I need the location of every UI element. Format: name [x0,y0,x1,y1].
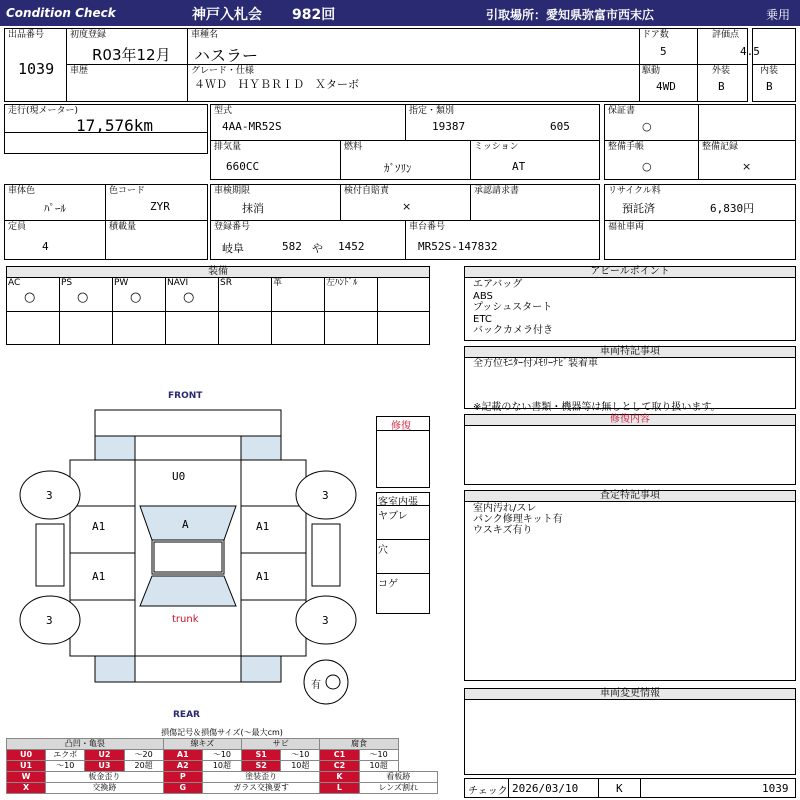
warranty-value: ○ [642,120,652,133]
plate-label: 登録番号 [214,222,251,232]
repair-box-title: 修復 [391,421,411,432]
legend-code: P [163,772,202,783]
pickup-location: 引取場所：愛知県弥富市西末広 [486,8,655,22]
first-reg-label: 初度登録 [70,30,107,40]
color-label: 車体色 [8,186,36,196]
insurance-label: 検付自賠責 [344,186,390,196]
mileage-label: 走行(現メーター) [8,106,79,116]
special-line: 全方位ﾓﾆﾀｰ付ﾒﾓﾘｰﾅﾋﾞ装着車 [473,358,598,369]
legend-group: サビ [242,739,320,750]
legend-desc: 10超 [359,761,398,772]
lot-number: 1039 [18,60,55,78]
check-mark: K [616,782,623,795]
legend-group: 線キズ [163,739,241,750]
equipment-label: PW [114,278,129,288]
chassis-value: MR52S-147832 [418,240,498,253]
fuel-label: 燃料 [344,142,363,152]
legend-group: 凸凹・亀裂 [7,739,164,750]
history-label: 車歴 [70,66,89,76]
maint-label: 整備手帳 [608,142,645,152]
legend-desc: 10超 [281,761,320,772]
legend-code: U3 [85,761,124,772]
model-value: 4AA-MR52S [222,120,282,133]
capacity-label: 定員 [8,222,27,232]
equipment-label: NAVI [167,278,189,288]
auction-round: 982回 [292,7,336,23]
capacity-value: 4 [42,240,49,253]
legend-desc: レンズ割れ [359,783,437,794]
insurance-value: × [402,200,412,213]
equipment-value: ○ [183,290,195,305]
equipment-label: AC [8,278,21,288]
chassis-label: 車台番号 [409,222,446,232]
grade-value: ４ＷＤ ＨＹＢＲＩＤ Ｘターボ [194,78,359,91]
change-title: 車両変更情報 [464,688,796,700]
legend-code: X [7,783,46,794]
legend-code: K [320,772,359,783]
score-value: 4.5 [740,45,760,58]
maint-rec-value: × [742,160,752,173]
color-code-label: 色コード [109,186,146,196]
exterior-value: B [718,80,725,93]
equipment-label: PS [61,278,73,288]
name-label: 車種名 [191,30,219,40]
legend-desc: エクボ [46,750,85,761]
doors-label: ドア数 [642,30,669,40]
tire-front-left: 3 [46,489,53,502]
equipment-value: ○ [130,290,142,305]
legend-code: C2 [320,761,359,772]
color-value: ﾊﾟｰﾙ [44,202,66,215]
plate-number: 582 [282,240,302,253]
appeal-line: ABS [473,290,493,302]
inspection-label: 車検期限 [214,186,251,196]
legend-code: A1 [163,750,202,761]
rear-label: REAR [173,710,200,720]
plate-area: 岐阜 [222,242,244,255]
equipment-label: 左ﾊﾝﾄﾞﾙ [326,278,358,288]
left-front-door-mark: A1 [92,520,106,533]
mileage-value: 17,576km [76,116,154,135]
check-label: チェック [468,786,508,797]
inspect-line: ウスキズ有り [473,525,533,536]
equipment-value: ○ [24,290,36,305]
displacement-value: 660CC [226,160,260,173]
grade-label: グレード・仕様 [191,66,255,76]
legend-group: 腐食 [320,739,398,750]
legend-code: S1 [242,750,281,761]
auction-name: 神戸入札会 [192,7,262,23]
check-date: 2026/03/10 [512,782,579,795]
legend-code: W [7,772,46,783]
tire-rear-right: 3 [322,614,329,627]
spare-tire-label: 有 [311,680,321,691]
drive-value: 4WD [656,80,676,93]
maint-value: ○ [642,160,652,173]
legend-desc: 看板跡 [359,772,437,783]
warranty-label: 保証書 [608,106,636,116]
legend-desc: ～10 [46,761,85,772]
drive-label: 駆動 [642,66,661,76]
repair-content-panel [464,425,796,485]
appeal-line: ETC [473,313,492,325]
inspect-line: パンク修理キット有 [473,514,563,525]
vehicle-category: 乗用 [766,8,791,22]
legend-desc: 10超 [202,761,241,772]
interior-box-title: 客室内張 [378,497,418,508]
appeal-title: アピールポイント [464,266,796,278]
lot-label: 出品番号 [8,30,45,40]
legend-desc: 塗装歪り [202,772,320,783]
left-rear-door-mark: A1 [92,570,106,583]
roof-mark: U0 [172,470,186,483]
recycle-label: リサイクル料 [608,186,661,196]
car-name: ハスラー [194,46,259,65]
welfare-label: 福祉車両 [608,222,645,232]
right-front-door-mark: A1 [256,520,270,533]
sheet-title: Condition Check [6,6,116,20]
front-label: FRONT [168,391,203,401]
appeal-line: バックカメラ付き [473,325,553,336]
special-panel [464,357,796,413]
appeal-panel [464,277,796,341]
legend-code: G [163,783,202,794]
spec-a-value: 19387 [432,120,466,133]
interior-row-tear: ヤブレ [378,511,408,522]
appeal-line: エアバッグ [473,279,523,290]
legend-code: S2 [242,761,281,772]
equipment-value: ○ [77,290,89,305]
legend-code: U0 [7,750,46,761]
doors-value: 5 [660,45,667,58]
equipment-title: 装備 [6,266,430,278]
change-panel [464,699,796,775]
appeal-line: プッシュスタート [473,302,553,313]
exterior-label: 外装 [712,66,731,76]
claim-label: 承認請求書 [474,186,520,196]
legend-code: C1 [320,750,359,761]
model-label: 型式 [214,106,233,116]
legend-desc: ～10 [202,750,241,761]
fuel-value: ｶﾞｿﾘﾝ [384,162,412,175]
first-reg-value: R03年12月 [92,46,171,64]
recycle-fee: 6,830円 [710,202,755,215]
score-label: 評価点 [712,30,740,40]
tire-front-right: 3 [322,489,329,502]
color-code-value: ZYR [150,200,170,213]
maint-rec-label: 整備記録 [702,142,739,152]
inspect-line: 室内汚れ/スレ [473,503,537,514]
inspect-panel [464,501,796,681]
trunk-label: trunk [172,614,199,625]
spec-label: 指定・類別 [409,106,455,116]
right-rear-door-mark: A1 [256,570,270,583]
spec-b-value: 605 [550,120,570,133]
recycle-status: 預託済 [622,202,655,215]
legend-desc: ～10 [359,750,398,761]
plate-kana: や [312,242,323,255]
legend-desc: 20超 [124,761,163,772]
legend-desc: ～10 [281,750,320,761]
legend-desc: 交換跡 [46,783,164,794]
tire-rear-left: 3 [46,614,53,627]
legend-desc: 板金歪り [46,772,164,783]
displacement-label: 排気量 [214,142,242,152]
mission-value: AT [512,160,526,173]
score-right-box [752,28,796,102]
mission-label: ミッション [474,142,519,152]
legend-code: U2 [85,750,124,761]
legend-code: A2 [163,761,202,772]
legend-code: L [320,783,359,794]
interior-row-hole: 穴 [378,545,388,556]
equipment-label: 革 [273,278,283,288]
repair-content-title: 修復内容 [464,414,796,426]
special-note: ※記載のない書類・機器等は無しとして取り扱います。 [473,402,721,413]
interior-label: 内装 [760,66,779,76]
interior-row-burn: コゲ [378,579,398,590]
legend-code: U1 [7,761,46,772]
legend-desc: ガラス交換要す [202,783,320,794]
interior-value: B [766,80,773,93]
load-label: 積載量 [109,222,137,232]
special-title: 車両特記事項 [464,346,796,358]
damage-legend [6,728,438,794]
windshield-mark: A [182,518,189,531]
inspection-value: 抹消 [242,202,264,215]
legend-desc: ～20 [124,750,163,761]
inspect-title: 査定特記事項 [464,490,796,502]
equipment-label: SR [220,278,232,288]
legend-title: 損傷記号＆損傷サイズ(～最大cm) [161,728,283,737]
check-lot: 1039 [762,782,789,795]
plate-serial: 1452 [338,240,365,253]
